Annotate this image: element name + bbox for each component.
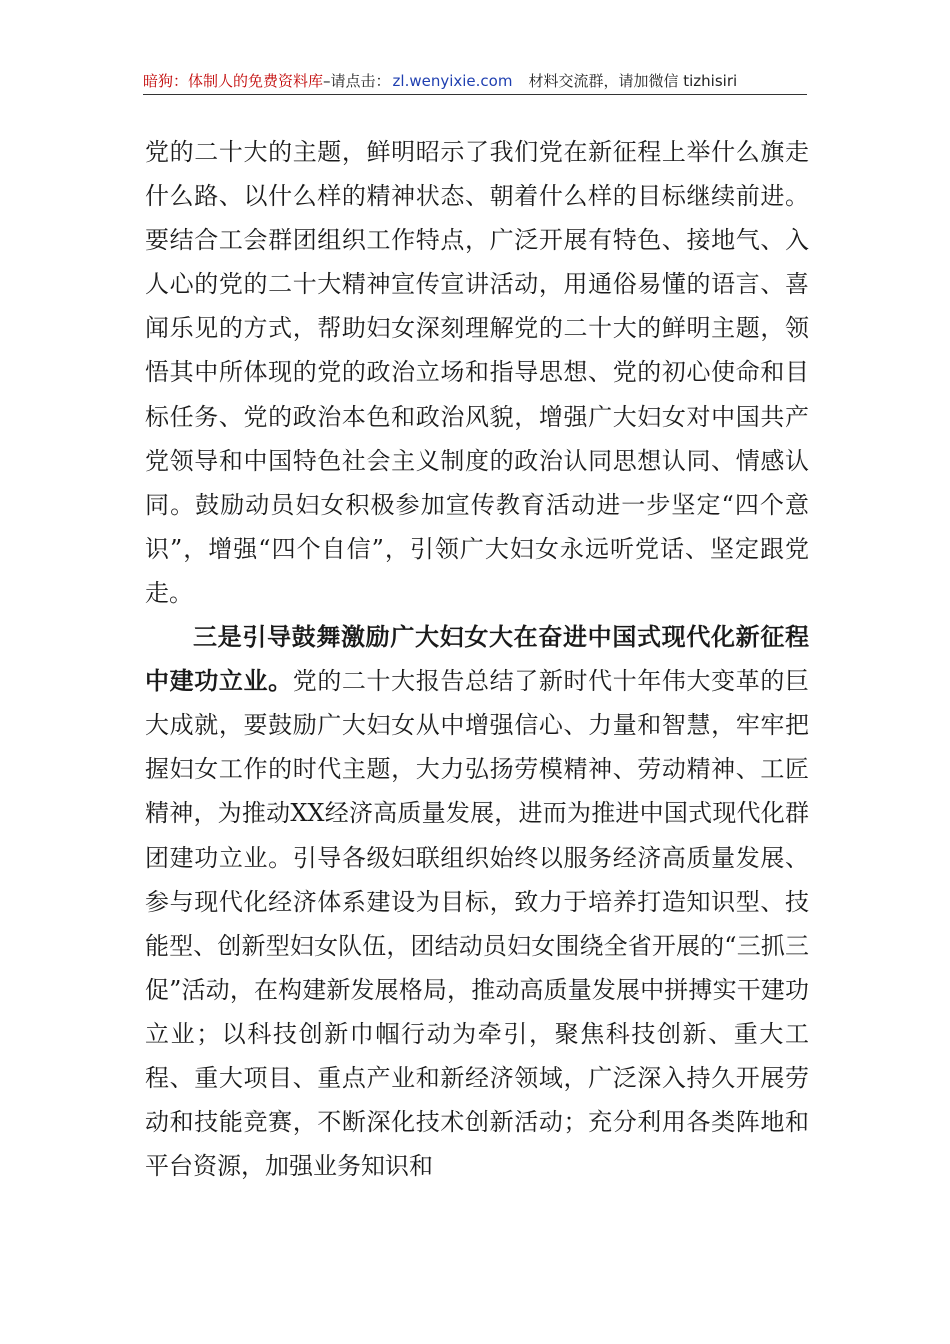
- header-wechat-note: 材料交流群，请加微信 tizhisiri: [528, 72, 738, 90]
- header-site-name: 暗狗：体制人的免费资料库: [143, 72, 324, 90]
- paragraph-1-text: 党的二十大的主题，鲜明昭示了我们党在新征程上举什么旗走什么路、以什么样的精神状态、朝着什么样的目标继续前进。要结合工会群团组织工作特点，广泛开展有特色、接地气、入人心的党的二十大精神宣传宣讲活动，用通俗易懂的语言、喜闻乐见的方式，帮助妇女深刻理解党的二十大的鲜明主题，领悟其中所体现的党的政治立场和指导思想、党的初心使命和目标任务、党的政治本色和政治风貌，增强广大妇女对中国共产党领导和中国特色社会主义制度的政治认同思想认同、情感认同。鼓励动员妇女积极参加宣传教育活动进一步坚定“四个意识”，增强“四个自信”，引领广大妇女永远听党话、坚定跟党走。: [145, 138, 809, 607]
- header-url-link[interactable]: zl.wenyixie.com: [392, 72, 513, 90]
- paragraph-2: [145, 615, 809, 1188]
- header-click-prompt: –请点击：: [323, 72, 391, 90]
- document-body: [145, 130, 809, 1188]
- paragraph-2-text: 党的二十大报告总结了新时代十年伟大变革的巨大成就，要鼓励广大妇女从中增强信心、力量和智慧，牢牢把握妇女工作的时代主题，大力弘扬劳模精神、劳动精神、工匠精神，为推动XX经济高质量发展，进而为推进中国式现代化群团建功立业。引导各级妇联组织始终以服务经济高质量发展、参与现代化经济体系建设为目标，致力于培养打造知识型、技能型、创新型妇女队伍，团结动员妇女围绕全省开展的“三抓三促”活动，在构建新发展格局，推动高质量发展中拼搏实干建功立业；以科技创新巾帼行动为牵引，聚焦科技创新、重大工程、重大项目、重点产业和新经济领域，广泛深入持久开展劳动和技能竞赛，不断深化技术创新活动；充分利用各类阵地和平台资源，加强业务知识和: [145, 667, 810, 1181]
- paragraph-1: [145, 130, 809, 615]
- paragraph-2-lead: 三是引导鼓舞激励广大妇女大在奋进中国式现代化新征程中建功立业。: [145, 622, 809, 696]
- page-header: [143, 68, 807, 95]
